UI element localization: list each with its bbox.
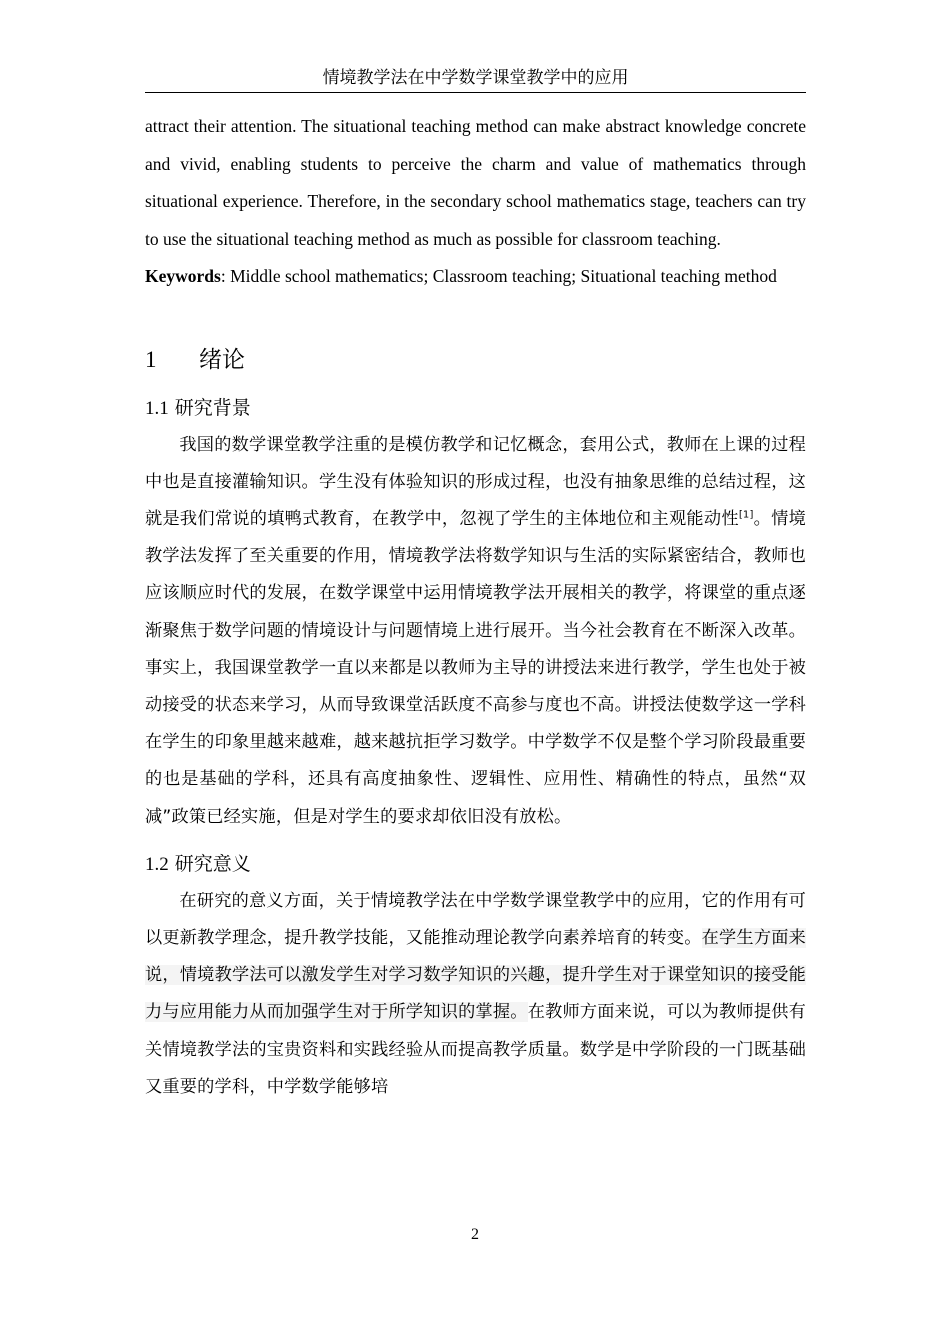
- chapter-heading: [145, 340, 806, 380]
- section-heading-1-2: [145, 848, 806, 881]
- page-body: [145, 108, 806, 1106]
- paragraph-text: 在研究的意义方面，关于情境教学法在中学数学课堂教学中的应用，它的作用有可以更新教学理念，提升教学技能，又能推动理论教学向素养培育的转变。: [145, 890, 806, 948]
- keywords-text: : Middle school mathematics; Classroom teaching; Situational teaching method: [220, 266, 777, 286]
- page-number: 2: [471, 1226, 479, 1243]
- section-number: 1.1: [145, 397, 169, 419]
- paragraph-text: 我国的数学课堂教学注重的是模仿教学和记忆概念，套用公式，教师在上课的过程中也是直接灌输知识。学生没有体验知识的形成过程，也没有抽象思维的总结过程，这就是我们常说的填鸭式教育，在教学中，忽视了学生的主体地位和主观能动性: [145, 434, 806, 529]
- section-title: 研究意义: [174, 852, 251, 875]
- keywords-label: Keywords: [145, 266, 221, 286]
- paragraph-text: 。情境教学法发挥了至关重要的作用，情境教学法将数学知识与生活的实际紧密结合，教师也应该顺应时代的发展，在数学课堂中运用情境教学法开展相关的教学，将课堂的重点逐渐聚焦于数学问题的情境设计与问题情境上进行展开。当今社会教育在不断深入改革。事实上，我国课堂教学一直以来都是以教师为主导的讲授法来进行教学，学生也处于被动接受的状态来学习，从而导致课堂活跃度不高参与度也不高。讲授法使数学这一学科在学生的印象里越来越难，越来越抗拒学习数学。中学数学不仅是整个学习阶段最重要的也是基础的学科，还具有高度抽象性、逻辑性、应用性、精确性的特点，虽然“双减”政策已经实施，但是对学生的要求却依旧没有放松。: [145, 508, 806, 827]
- citation-ref: [1]: [738, 509, 754, 521]
- chapter-number: 1: [145, 346, 157, 372]
- significance-paragraph: [145, 883, 806, 1106]
- keywords-line: [145, 258, 806, 296]
- section-heading-1-1: [145, 392, 806, 425]
- section-number: 1.2: [145, 853, 169, 875]
- highlighted-text: 在学生方面来说，情境教学法可以激发学生对学习数学知识的兴趣，提升学生对于课堂知识的接受能力与应用能力从而加强学生对于所学知识的掌握。: [145, 927, 807, 1023]
- background-paragraph: [145, 427, 806, 836]
- paragraph-text: 在教师方面来说，可以为教师提供有关情境教学法的宝贵资料和实践经验从而提高教学质量。数学是中学阶段的一门既基础又重要的学科，中学数学能够培: [145, 1002, 806, 1097]
- chapter-title: 绪论: [199, 346, 245, 373]
- abstract-continuation: attract their attention. The situational teaching method can make abstract knowledge concrete and vivid, enabling students to perceive the charm and value of mathematics through situational experience. Therefore, in the secondary school mathematics stage, teachers can try to use the situational teaching method as much as possible for classroom teaching.: [145, 116, 806, 249]
- section-title: 研究背景: [174, 396, 251, 419]
- page-header: 情境教学法在中学数学课堂教学中的应用: [145, 66, 806, 93]
